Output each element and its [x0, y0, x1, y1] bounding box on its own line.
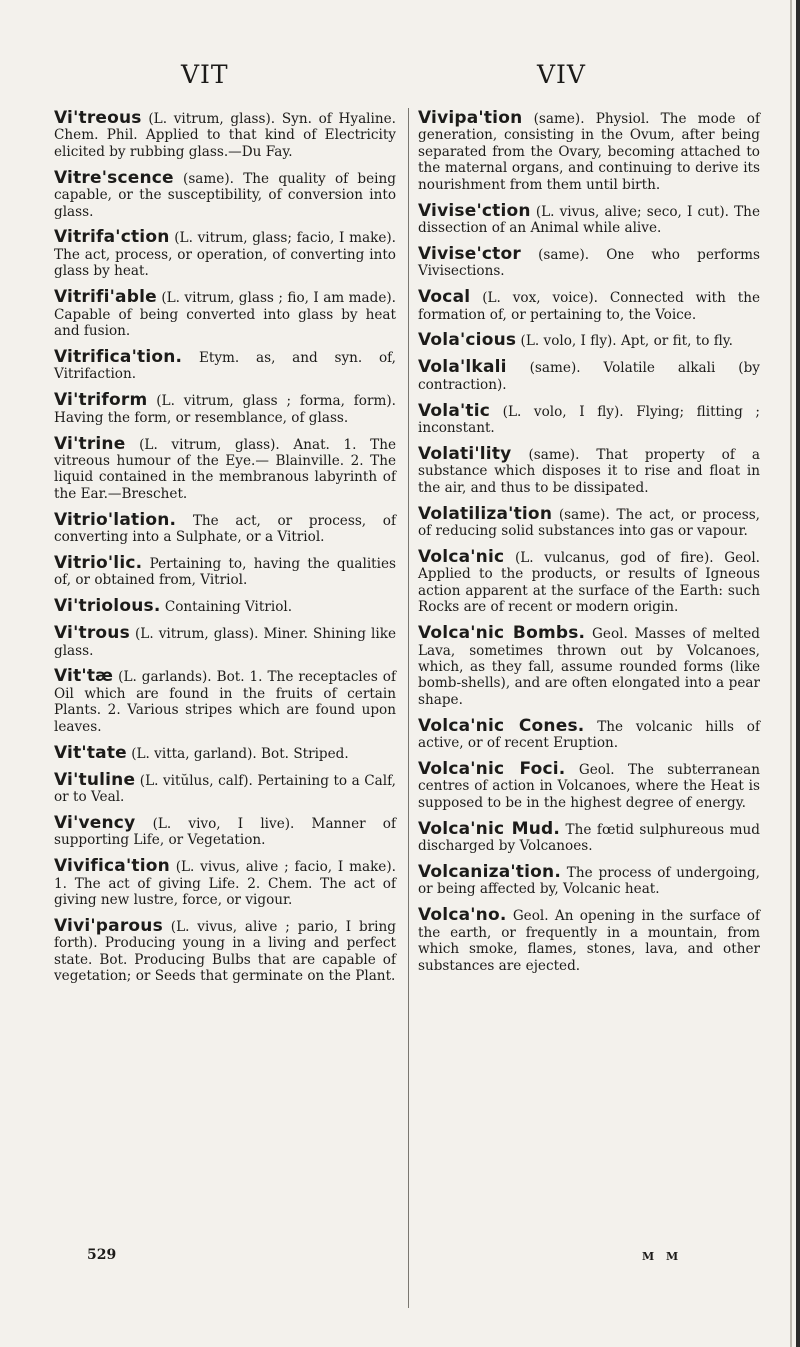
dictionary-entry — [54, 769, 397, 806]
entry-headword: Vit'tate — [54, 742, 127, 763]
entry-definition: (L. vivus, alive ; pario, I bring forth). Producing young in a living and perfect state. Bot. Producing Bulbs that are capable of vegetation; or Seeds that germinate on the Plant. — [54, 918, 396, 985]
entry-headword: Vocal — [418, 287, 471, 308]
dictionary-entry — [418, 907, 760, 974]
entry-definition: (L. vox, voice). Connected with the formation of, or pertaining to, the Voice. — [418, 290, 761, 323]
entry-definition: (L. vivus, alive; seco, I cut). The dissection of an Animal while alive. — [418, 203, 760, 236]
entry-definition: (L. garlands). Bot. 1. The receptacles of Oil which are found in the fruits of certain Plants. 2. Various stripes which are found upon leaves. — [54, 669, 397, 735]
running-header — [0, 60, 800, 90]
entry-definition: (L. vitrum, glass ; fio, I am made). Capable of being converted into glass by heat and fusion. — [54, 290, 397, 339]
entry-headword: Volca'no. — [418, 905, 507, 926]
entry-headword: Vola'cious — [418, 330, 517, 351]
entry-definition: (same). That property of a substance which disposes it to rise and float in the air, and thus to be dissipated. — [418, 447, 760, 496]
entry-headword: Vivise'ction — [418, 200, 531, 221]
entry-headword: Vitrio'lation. — [54, 509, 177, 530]
entry-definition: The fœtid sulphureous mud discharged by Volcanoes. — [418, 821, 760, 855]
dictionary-entry — [418, 503, 760, 540]
entry-definition: (L. vitŭlus, calf). Pertaining to a Calf, or to Veal. — [54, 772, 397, 805]
entry-definition: Geol. An opening in the surface of the earth, or frequently in a mountain, from which smoke, flames, stones, lava, and other substances are ejected. — [418, 908, 760, 974]
dictionary-entry — [418, 715, 760, 752]
entry-definition: The volcanic hills of active, or of recent Eruption. — [418, 718, 760, 752]
entry-headword: Vola'lkali — [418, 357, 507, 378]
entry-headword: Volati'lity — [418, 444, 512, 464]
dictionary-entry — [54, 110, 396, 160]
entry-definition: (L. vitta, garland). Bot. Striped. — [131, 745, 349, 762]
dictionary-entry — [418, 359, 760, 393]
right-column — [418, 110, 760, 983]
entry-definition: (L. volo, I fly). Flying; flitting ; inconstant. — [418, 403, 760, 437]
entry-headword: Vitrifica'tion. — [54, 346, 183, 367]
dictionary-entry — [54, 289, 396, 339]
dictionary-entry — [54, 167, 396, 220]
dictionary-entry — [418, 400, 760, 437]
entry-definition: Etym. as, and syn. of, Vitrifaction. — [54, 349, 397, 383]
entry-headword: Vivipa'tion — [418, 108, 523, 128]
entry-headword: Vi'treous — [54, 108, 142, 128]
dictionary-entry — [418, 243, 760, 280]
dictionary-entry — [54, 229, 396, 279]
entry-headword: Vi'trous — [54, 623, 130, 644]
dictionary-entry — [54, 742, 396, 763]
dictionary-entry — [418, 625, 760, 708]
left-column — [54, 110, 396, 994]
dictionary-entry — [54, 858, 396, 908]
dictionary-entry — [54, 509, 396, 546]
entry-headword: Vola'tic — [418, 400, 491, 421]
entry-definition: Containing Vitriol. — [164, 599, 293, 616]
dictionary-entry — [418, 289, 760, 323]
entry-headword: Vit'tæ — [54, 666, 114, 687]
dictionary-entry — [418, 110, 760, 193]
entry-headword: Vi'triform — [54, 390, 148, 411]
entry-definition: Pertaining to, having the qualities of, or obtained from, Vitriol. — [54, 555, 396, 589]
entry-headword: Vitre'scence — [54, 167, 174, 188]
entry-definition: (same). Physiol. The mode of generation, consisting in the Ovum, after being separated from the Ovary, becoming attached to the maternal organs, and continuing to derive its nourishment from them until birth. — [418, 111, 760, 193]
entry-definition: (L. vitrum, glass ; forma, form). Having the form, or resemblance, of glass. — [54, 393, 396, 426]
dictionary-entry — [418, 761, 760, 811]
signature-mark: M M — [642, 1250, 683, 1263]
entry-definition: (L. vivus, alive ; facio, I make). 1. The act of giving Life. 2. Chem. The act of giving new lustre, force, or vigour. — [54, 859, 396, 908]
entry-headword: Vivise'ctor — [418, 243, 521, 264]
entry-headword: Volatiliza'tion — [418, 503, 553, 524]
entry-headword: Vitrio'lic. — [54, 552, 143, 573]
dictionary-entry — [54, 812, 396, 849]
dictionary-entry — [54, 433, 396, 503]
dictionary-entry — [418, 818, 760, 855]
guide-word-right: VIV — [537, 60, 586, 89]
dictionary-entry — [418, 549, 760, 616]
entry-definition: Geol. Masses of melted Lava, sometimes thrown out by Volcanoes, which, as they fall, assume rounded forms (like bomb-shells), and are often elongated into a pear shape. — [418, 626, 760, 708]
entry-definition: (same). The quality of being capable, or the susceptibility, of conversion into glass. — [54, 170, 396, 220]
dictionary-entry — [54, 346, 397, 383]
entry-headword: Volca'nic Bombs. — [418, 623, 586, 644]
entry-definition: (same). One who performs Vivisections. — [418, 246, 760, 280]
entry-headword: Volca'nic — [418, 547, 505, 568]
entry-definition: (L. vulcanus, god of fire). Geol. Applied to the products, or results of Igneous action apparent at the surface of the Earth: such Rocks are of recent or modern origin. — [418, 550, 761, 616]
entry-headword: Vi'tuline — [54, 769, 136, 790]
dictionary-entry — [418, 446, 760, 496]
dictionary-entry — [54, 625, 396, 659]
entry-definition: (L. vitrum, glass). Anat. 1. The vitreous humour of the Eye.— Blainville. 2. The liquid contained in the membranous labyrinth of the Ear.—Breschet. — [54, 436, 396, 502]
dictionary-entry — [418, 864, 760, 898]
entry-headword: Vivifica'tion — [54, 856, 170, 877]
entry-headword: Volcaniza'tion. — [418, 862, 561, 883]
dictionary-entry — [54, 392, 396, 426]
entry-definition: (L. vivo, I live). Manner of supporting Life, or Vegetation. — [54, 815, 396, 849]
entry-definition: (L. vitrum, glass; facio, I make). The act, process, or operation, of converting into glass by heat. — [54, 230, 396, 280]
entry-definition: (L. volo, I fly). Apt, or fit, to fly. — [520, 333, 733, 350]
entry-headword: Volca'nic Mud. — [418, 818, 561, 839]
page-edge-shadow — [790, 0, 792, 1347]
entry-headword: Vitrifi'able — [54, 287, 157, 308]
page-edge — [796, 0, 800, 1347]
entry-definition: (L. vitrum, glass). Syn. of Hyaline. Chem. Phil. Applied to that kind of Electricity elicited by rubbing glass.—Du Fay. — [54, 111, 396, 160]
entry-headword: Volca'nic Foci. — [418, 759, 566, 779]
entry-headword: Vi'trine — [54, 433, 126, 454]
entry-headword: Volca'nic Cones. — [418, 715, 585, 736]
dictionary-entry — [54, 668, 396, 735]
dictionary-entry — [54, 915, 396, 985]
entry-definition: (same). The act, or process, of reducing solid substances into gas or vapour. — [418, 506, 760, 540]
entry-headword: Vivi'parous — [54, 915, 163, 936]
page-number: 529 — [87, 1247, 117, 1263]
guide-word-left: VIT — [181, 60, 229, 89]
dictionary-entry — [418, 200, 760, 237]
entry-definition: Geol. The subterranean centres of action in Volcanoes, where the Heat is supposed to be in the highest degree of energy. — [418, 762, 760, 811]
entry-definition: The process of undergoing, or being affected by, Volcanic heat. — [418, 865, 760, 898]
dictionary-entry — [54, 598, 396, 615]
entry-headword: Vi'triolous. — [54, 596, 161, 617]
dictionary-entry — [54, 552, 396, 589]
entry-definition: The act, or process, of converting into a Sulphate, or a Vitriol. — [54, 512, 396, 546]
dictionary-entry — [418, 332, 760, 349]
entry-definition: (L. vitrum, glass). Miner. Shining like glass. — [54, 626, 396, 659]
entry-headword: Vitrifa'ction — [54, 227, 170, 248]
column-divider — [408, 108, 409, 1308]
entry-headword: Vi'vency — [54, 812, 136, 833]
entry-definition: (same). Volatile alkali (by contraction). — [418, 360, 760, 393]
